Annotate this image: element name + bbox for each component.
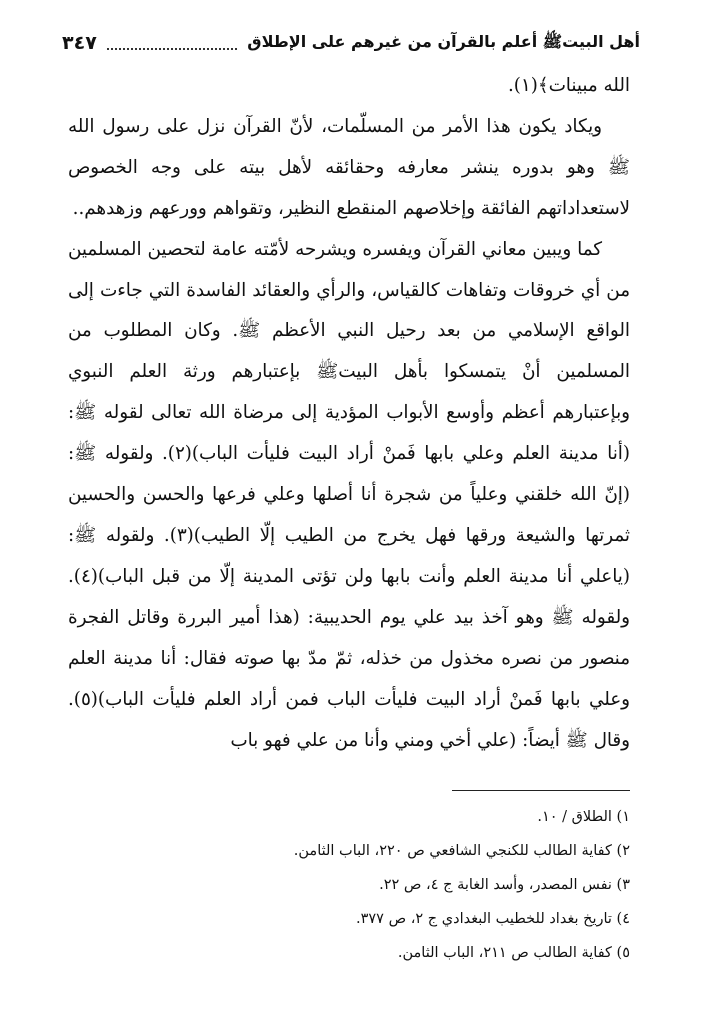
- footnote: ٣) نفس المصدر، وأسد الغابة ج ٤، ص ٢٢.: [379, 877, 630, 893]
- paragraph: كما ويبين معاني القرآن ويفسره ويشرحه لأمّته عامة لتحصين المسلمين من أي خروقات وتفاهات كالقياس، والرأي والعقائد الفاسدة التي جاءت إلى الواقع الإسلامي من بعد رحيل النبي الأعظم ﷺ. وكان المطلوب من المسلمين أنْ يتمسكوا بأهل البيتﷺ بإعتبارهم ورثة العلم النبوي وبإعتبارهم أعظم وأوسع الأبواب المؤدية إلى مرضاة الله تعالى لقوله ﷺ: (أنا مدينة العلم وعلي بابها فَمنْ أراد البيت فليأت الباب)(٢). ولقوله ﷺ: (إنّ الله خلقني وعلياً من شجرة أنا أصلها وعلي فرعها والحسن والحسين ثمرتها والشيعة ورقها فهل يخرج من الطيب إلّا الطيب)(٣). ولقوله ﷺ: (ياعلي أنا مدينة العلم وأنت بابها ولن تؤتى المدينة إلّا من قبل الباب)(٤). ولقوله ﷺ وهو آخذ بيد علي يوم الحديبية: (هذا أمير البررة وقاتل الفجرة منصور من نصره مخذول من خذله، ثمّ مدّ بها صوته فقال: أنا مدينة العلم وعلي بابها فَمنْ أراد البيت فليأت الباب فمن أراد العلم فليأت الباب)(٥). وقال ﷺ أيضاً: (علي أخي ومني وأنا من علي فهو باب: [68, 238, 630, 751]
- footnote: ٥) كفاية الطالب ص ٢١١، الباب الثامن.: [397, 945, 630, 961]
- footnote-separator: [452, 790, 630, 791]
- header-dotted-leader: [107, 36, 237, 50]
- footnotes-list: [120, 800, 630, 970]
- footnote: ١) الطلاق / ١٠.: [537, 809, 630, 825]
- footnote: ٢) كفاية الطالب للكنجي الشافعي ص ٢٢٠، الباب الثامن.: [293, 843, 630, 859]
- paragraph: الله مبينات﴾(١).: [507, 75, 630, 96]
- page-number: ٣٤٧: [62, 32, 97, 54]
- paragraph: ويكاد يكون هذا الأمر من المسلّمات، لأنّ القرآن نزل على رسول الله ﷺ وهو بدوره ينشر معارفه وحقائقه لأهل بيته على وجه الخصوص لاستعداداتهم الفائقة وإخلاصهم المنقطع النظير، وتقواهم وورعهم وزهدهم..: [68, 115, 630, 219]
- page-header: [62, 24, 640, 62]
- running-title: أهل البيتﷺ أعلم بالقرآن من غيرهم على الإطلاق: [247, 31, 640, 51]
- footnote: ٤) تاريخ بغداد للخطيب البغدادي ج ٢، ص ٣٧٧.: [355, 911, 630, 927]
- body-text: [68, 66, 630, 761]
